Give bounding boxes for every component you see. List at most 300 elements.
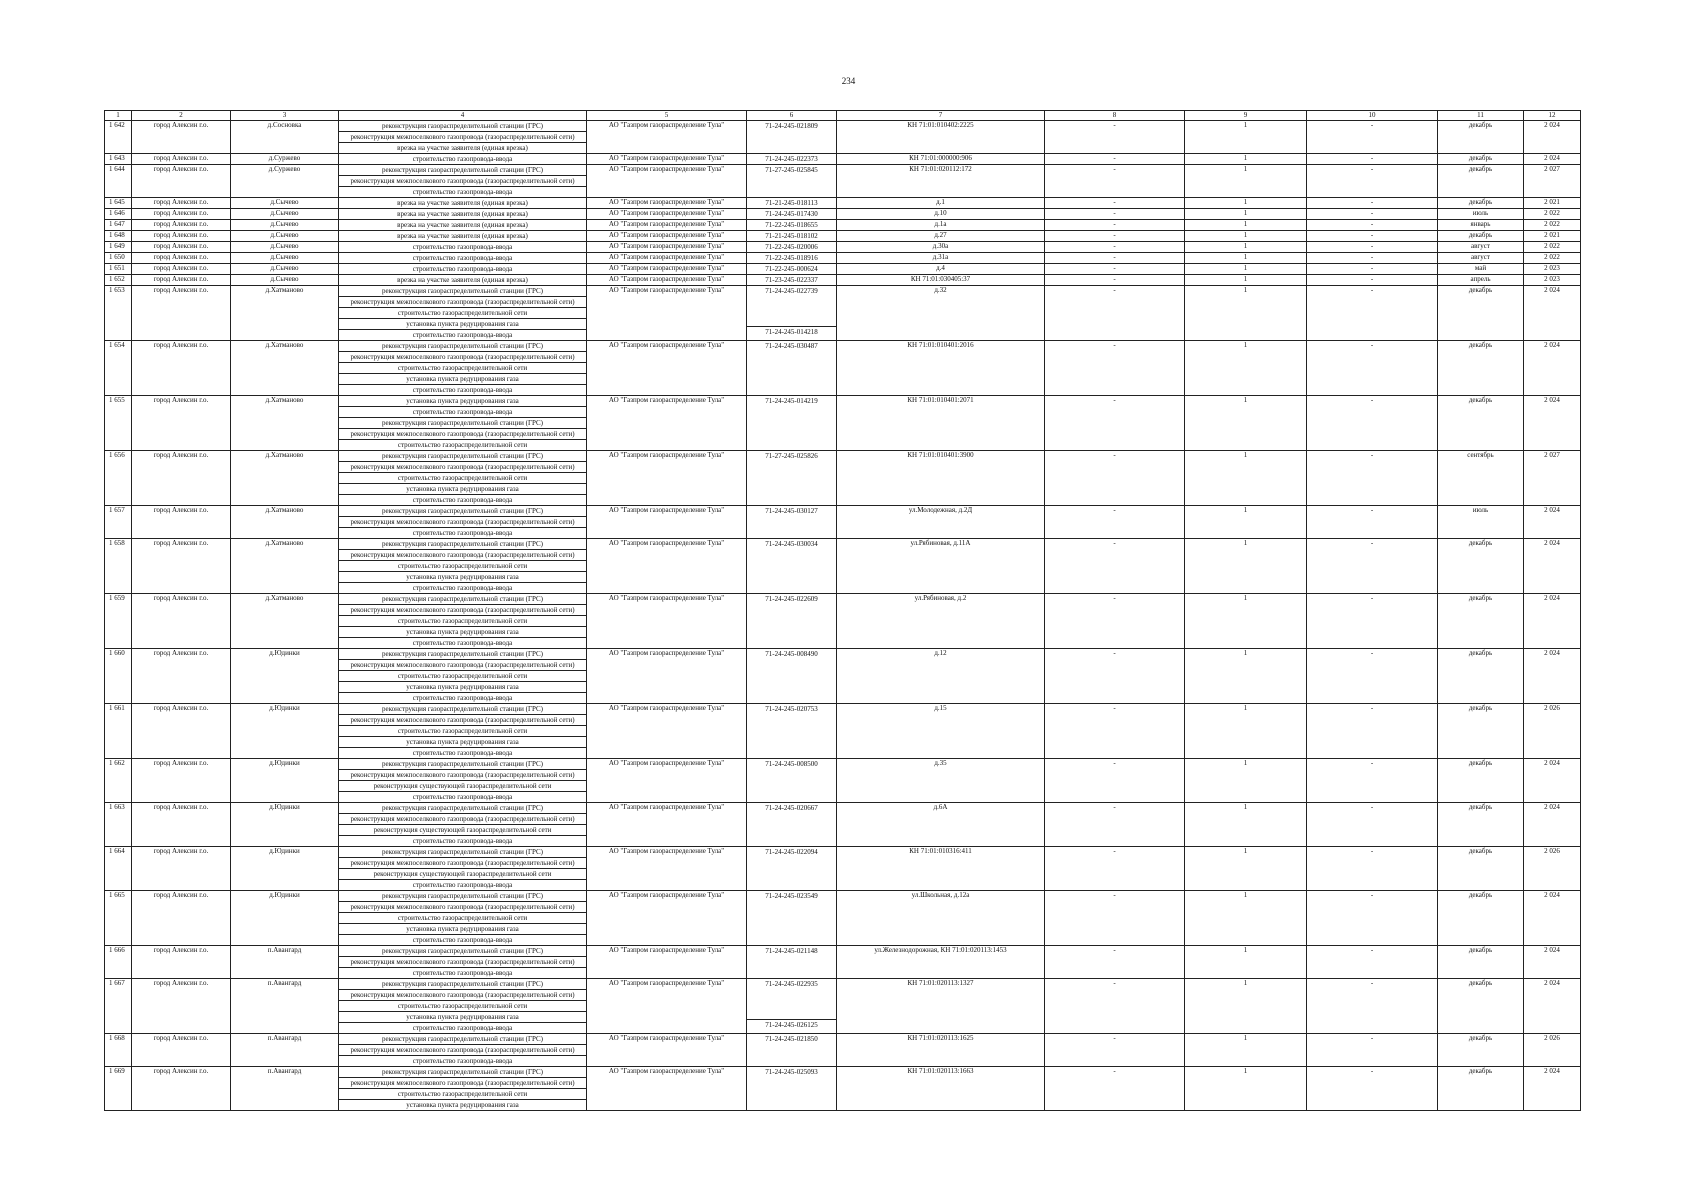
year: 2 026 [1524,1034,1581,1067]
col10-value: - [1307,341,1438,396]
application-id: 71-24-245-020753 [765,705,818,713]
organization: АО "Газпром газораспределение Тула" [587,209,747,220]
year: 2 024 [1524,979,1581,1034]
application-ids [747,1067,837,1111]
work-item: реконструкция газораспределительной станции (ГРС) [339,594,586,605]
col10-value: - [1307,649,1438,704]
work-item: установка пункта редуцирования газа [339,319,586,330]
application-id [747,989,836,999]
col8-value: - [1045,594,1185,649]
col8-value: - [1045,704,1185,759]
work-item: реконструкция межпоселкового газопровода (газораспределительной сети) [339,660,586,671]
row-number: 1 659 [105,594,132,649]
month: январь [1438,220,1524,231]
application-id: 71-21-245-018113 [765,199,818,207]
table-row [105,649,1581,704]
month: сентябрь [1438,451,1524,506]
work-item: строительство газопровода-ввода [412,881,513,889]
organization: АО "Газпром газораспределение Тула" [587,165,747,198]
col9-value: 1 [1185,253,1307,264]
column-header-5: 5 [587,111,747,121]
settlement: п.Авангард [231,1034,339,1067]
work-item: реконструкция газораспределительной станции (ГРС) [339,121,586,132]
settlement: д.Сычево [231,209,339,220]
col9-value: 1 [1185,759,1307,803]
column-header-7: 7 [837,111,1045,121]
work-item: установка пункта редуцирования газа [339,484,586,495]
works-list [339,396,587,451]
application-id: 71-24-245-023549 [765,892,818,900]
application-ids [747,220,837,231]
year: 2 023 [1524,275,1581,286]
work-item: строительство газопровода-ввода [412,1024,513,1032]
row-number: 1 658 [105,539,132,594]
col10-value: - [1307,979,1438,1034]
address: КН 71:01:020112:172 [837,165,1045,198]
year: 2 027 [1524,451,1581,506]
application-ids [747,803,837,847]
year: 2 022 [1524,209,1581,220]
col10-value: - [1307,594,1438,649]
organization: АО "Газпром газораспределение Тула" [587,539,747,594]
application-ids [747,198,837,209]
work-item: строительство газораспределительной сети [339,363,586,374]
year: 2 021 [1524,198,1581,209]
application-ids [747,1034,837,1067]
work-item: реконструкция межпоселкового газопровода (газораспределительной сети) [339,429,586,440]
col9-value: 1 [1185,704,1307,759]
application-id: 71-22-245-018655 [765,221,818,229]
col10-value: - [1307,231,1438,242]
col9-value: 1 [1185,451,1307,506]
works-list [339,165,587,198]
row-number: 1 649 [105,242,132,253]
organization: АО "Газпром газораспределение Тула" [587,451,747,506]
month: август [1438,253,1524,264]
col8-value: - [1045,275,1185,286]
col10-value: - [1307,759,1438,803]
page-number: 234 [841,76,856,86]
settlement: д.Суржево [231,154,339,165]
municipality: город Алексин г.о. [132,121,231,154]
month: декабрь [1438,979,1524,1034]
row-number: 1 656 [105,451,132,506]
municipality: город Алексин г.о. [132,759,231,803]
col10-value: - [1307,242,1438,253]
table-row [105,979,1581,1034]
settlement: д.Юдинки [231,759,339,803]
work-item: реконструкция межпоселкового газопровода (газораспределительной сети) [339,770,586,781]
municipality: город Алексин г.о. [132,704,231,759]
table-row [105,704,1581,759]
work-item: реконструкция газораспределительной станции (ГРС) [339,759,586,770]
application-id: 71-24-245-025093 [765,1068,818,1076]
works-list [339,220,587,231]
municipality: город Алексин г.о. [132,649,231,704]
organization: АО "Газпром газораспределение Тула" [587,198,747,209]
application-ids [747,165,837,198]
column-header-8: 8 [1045,111,1185,121]
month: декабрь [1438,594,1524,649]
municipality: город Алексин г.о. [132,209,231,220]
work-item: установка пункта редуцирования газа [339,374,586,385]
month: декабрь [1438,1067,1524,1111]
work-item: строительство газораспределительной сети [339,1001,586,1012]
work-item: установка пункта редуцирования газа [406,1101,519,1109]
table-row [105,242,1581,253]
table-row [105,198,1581,209]
work-item: реконструкция газораспределительной станции (ГРС) [339,418,586,429]
settlement: д.Хатманово [231,341,339,396]
month: декабрь [1438,154,1524,165]
col9-value: 1 [1185,198,1307,209]
organization: АО "Газпром газораспределение Тула" [587,121,747,154]
organization: АО "Газпром газораспределение Тула" [587,242,747,253]
work-item: реконструкция существующей газораспределительной сети [339,869,586,880]
work-item: врезка на участке заявителя (единая врезка) [397,221,528,229]
application-id [747,306,836,316]
table-row [105,220,1581,231]
year: 2 024 [1524,286,1581,341]
year: 2 024 [1524,1067,1581,1111]
col8-value: - [1045,286,1185,341]
column-header-11: 11 [1438,111,1524,121]
row-number: 1 653 [105,286,132,341]
work-item: врезка на участке заявителя (единая врезка) [397,276,528,284]
year: 2 024 [1524,539,1581,594]
year: 2 024 [1524,891,1581,946]
work-item: реконструкция межпоселкового газопровода (газораспределительной сети) [339,352,586,363]
col9-value: 1 [1185,803,1307,847]
year: 2 024 [1524,154,1581,165]
work-item: строительство газораспределительной сети [339,308,586,319]
address: КН 71:01:030405:37 [837,275,1045,286]
month: декабрь [1438,891,1524,946]
work-item: реконструкция межпоселкового газопровода (газораспределительной сети) [339,715,586,726]
organization: АО "Газпром газораспределение Тула" [587,1034,747,1067]
row-number: 1 654 [105,341,132,396]
settlement: д.Юдинки [231,847,339,891]
column-header-10: 10 [1307,111,1438,121]
table-row [105,891,1581,946]
work-item: врезка на участке заявителя (единая врезка) [397,210,528,218]
work-item: реконструкция газораспределительной станции (ГРС) [339,506,586,517]
address: КН 71:01:020113:1663 [837,1067,1045,1111]
table-row [105,121,1581,154]
col10-value: - [1307,165,1438,198]
address: д.4 [837,264,1045,275]
address: д.15 [837,704,1045,759]
organization: АО "Газпром газораспределение Тула" [587,506,747,539]
works-list [339,891,587,946]
column-header-3: 3 [231,111,339,121]
col8-value: - [1045,847,1185,891]
address: КН 71:01:010401:3900 [837,451,1045,506]
work-item: строительство газопровода-ввода [412,265,513,273]
year: 2 022 [1524,220,1581,231]
municipality: город Алексин г.о. [132,253,231,264]
work-item: реконструкция газораспределительной станции (ГРС) [339,891,586,902]
works-list [339,1067,587,1111]
address: д.1а [837,220,1045,231]
application-ids [747,121,837,154]
works-list [339,286,587,341]
municipality: город Алексин г.о. [132,506,231,539]
organization: АО "Газпром газораспределение Тула" [587,253,747,264]
work-item: реконструкция межпоселкового газопровода (газораспределительной сети) [339,176,586,187]
works-list [339,847,587,891]
settlement: д.Хатманово [231,451,339,506]
municipality: город Алексин г.о. [132,847,231,891]
organization: АО "Газпром газораспределение Тула" [587,803,747,847]
work-item: строительство газопровода-ввода [412,584,513,592]
work-item: строительство газораспределительной сети [339,726,586,737]
row-number: 1 660 [105,649,132,704]
row-number: 1 647 [105,220,132,231]
settlement: п.Авангард [231,946,339,979]
year: 2 024 [1524,759,1581,803]
application-id: 71-24-245-021809 [765,122,818,130]
col10-value: - [1307,451,1438,506]
application-id: 71-24-245-022609 [765,595,818,603]
col8-value: - [1045,396,1185,451]
year: 2 024 [1524,946,1581,979]
municipality: город Алексин г.о. [132,165,231,198]
month: декабрь [1438,231,1524,242]
application-ids [747,704,837,759]
work-item: реконструкция межпоселкового газопровода (газораспределительной сети) [339,957,586,968]
application-ids [747,275,837,286]
row-number: 1 662 [105,759,132,803]
settlement: д.Хатманово [231,286,339,341]
work-item: реконструкция газораспределительной станции (ГРС) [339,451,586,462]
works-list [339,121,587,154]
month: декабрь [1438,946,1524,979]
month: декабрь [1438,539,1524,594]
col9-value: 1 [1185,891,1307,946]
row-number: 1 651 [105,264,132,275]
month: декабрь [1438,286,1524,341]
row-number: 1 667 [105,979,132,1034]
col9-value: 1 [1185,1034,1307,1067]
municipality: город Алексин г.о. [132,539,231,594]
col10-value: - [1307,1034,1438,1067]
table-row [105,275,1581,286]
col9-value: 1 [1185,209,1307,220]
work-item: строительство газопровода-ввода [412,155,513,163]
organization: АО "Газпром газораспределение Тула" [587,231,747,242]
municipality: город Алексин г.о. [132,275,231,286]
col10-value: - [1307,209,1438,220]
settlement: д.Юдинки [231,891,339,946]
municipality: город Алексин г.о. [132,341,231,396]
col8-value: - [1045,209,1185,220]
col9-value: 1 [1185,231,1307,242]
work-item: реконструкция газораспределительной станции (ГРС) [339,1067,586,1078]
col9-value: 1 [1185,154,1307,165]
work-item: строительство газопровода-ввода [412,936,513,944]
row-number: 1 669 [105,1067,132,1111]
application-ids [747,539,837,594]
col10-value: - [1307,220,1438,231]
address: КН 71:01:020113:1625 [837,1034,1045,1067]
application-id: 71-24-245-020667 [765,804,818,812]
col8-value: - [1045,539,1185,594]
work-item: строительство газопровода-ввода [412,749,513,757]
col9-value: 1 [1185,539,1307,594]
work-item: реконструкция межпоселкового газопровода (газораспределительной сети) [339,605,586,616]
application-id: 71-24-245-030127 [765,507,818,515]
application-id: 71-21-245-018102 [765,232,818,240]
organization: АО "Газпром газораспределение Тула" [587,979,747,1034]
work-item: строительство газопровода-ввода [412,496,513,504]
column-header-1: 1 [105,111,132,121]
month: декабрь [1438,165,1524,198]
address: д.1 [837,198,1045,209]
works-list [339,264,587,275]
month: декабрь [1438,847,1524,891]
settlement: д.Хатманово [231,396,339,451]
col8-value: - [1045,506,1185,539]
col9-value: 1 [1185,396,1307,451]
month: декабрь [1438,1034,1524,1067]
organization: АО "Газпром газораспределение Тула" [587,704,747,759]
col10-value: - [1307,154,1438,165]
col9-value: 1 [1185,286,1307,341]
application-id: 71-27-245-025826 [765,452,818,460]
address: ул.Рябиновая, д.11А [837,539,1045,594]
month: декабрь [1438,803,1524,847]
col8-value: - [1045,242,1185,253]
table-body [105,121,1581,1111]
address: КН 71:01:010401:2016 [837,341,1045,396]
work-item: строительство газопровода-ввода [412,1057,513,1065]
organization: АО "Газпром газораспределение Тула" [587,649,747,704]
works-list [339,253,587,264]
address: д.32 [837,286,1045,341]
row-number: 1 657 [105,506,132,539]
settlement: п.Авангард [231,979,339,1034]
row-number: 1 646 [105,209,132,220]
application-ids [747,231,837,242]
col8-value: - [1045,1067,1185,1111]
col9-value: 1 [1185,979,1307,1034]
month: апрель [1438,275,1524,286]
col9-value: 1 [1185,341,1307,396]
col10-value: - [1307,253,1438,264]
application-ids [747,451,837,506]
application-id: 71-24-245-014219 [765,397,818,405]
address: д.35 [837,759,1045,803]
application-ids [747,154,837,165]
application-id: 71-24-245-030034 [765,540,818,548]
municipality: город Алексин г.о. [132,1034,231,1067]
column-header-4: 4 [339,111,587,121]
col8-value: - [1045,803,1185,847]
col9-value: 1 [1185,847,1307,891]
table-row [105,451,1581,506]
work-item: строительство газопровода-ввода [412,969,513,977]
work-item: реконструкция межпоселкового газопровода (газораспределительной сети) [339,990,586,1001]
works-list [339,209,587,220]
settlement: д.Сосновка [231,121,339,154]
col9-value: 1 [1185,275,1307,286]
row-number: 1 645 [105,198,132,209]
address: КН 71:01:010402:2225 [837,121,1045,154]
work-item: врезка на участке заявителя (единая врезка) [397,199,528,207]
row-number: 1 644 [105,165,132,198]
settlement: п.Авангард [231,1067,339,1111]
application-id [747,296,836,306]
application-id: 71-24-245-021850 [765,1035,818,1043]
col8-value: - [1045,231,1185,242]
application-id: 71-22-245-018916 [765,254,818,262]
month: декабрь [1438,121,1524,154]
col9-value: 1 [1185,165,1307,198]
table-row [105,759,1581,803]
settlement: д.Юдинки [231,803,339,847]
work-item: строительство газопровода-ввода [412,243,513,251]
organization: АО "Газпром газораспределение Тула" [587,891,747,946]
month: декабрь [1438,341,1524,396]
year: 2 024 [1524,803,1581,847]
application-id: 71-24-245-022373 [765,155,818,163]
table-row [105,946,1581,979]
col10-value: - [1307,946,1438,979]
table-row [105,1067,1581,1111]
organization: АО "Газпром газораспределение Тула" [587,286,747,341]
work-item: врезка на участке заявителя (единая врезка) [397,232,528,240]
work-item: установка пункта редуцирования газа [339,682,586,693]
work-item: строительство газопровода-ввода [412,639,513,647]
settlement: д.Сычево [231,242,339,253]
table-row [105,1034,1581,1067]
work-item: установка пункта редуцирования газа [339,737,586,748]
organization: АО "Газпром газораспределение Тула" [587,946,747,979]
work-item: строительство газопровода-ввода [412,188,513,196]
application-ids [747,209,837,220]
table-row [105,286,1581,341]
row-number: 1 642 [105,121,132,154]
organization: АО "Газпром газораспределение Тула" [587,396,747,451]
col10-value: - [1307,198,1438,209]
settlement: д.Сычево [231,253,339,264]
year: 2 024 [1524,121,1581,154]
work-item: реконструкция существующей газораспределительной сети [339,781,586,792]
table-row [105,341,1581,396]
month: декабрь [1438,198,1524,209]
address: д.10 [837,209,1045,220]
municipality: город Алексин г.о. [132,154,231,165]
month: август [1438,242,1524,253]
row-number: 1 665 [105,891,132,946]
application-ids [747,264,837,275]
year: 2 024 [1524,396,1581,451]
application-id [747,1009,836,1019]
year: 2 026 [1524,847,1581,891]
work-item: реконструкция межпоселкового газопровода (газораспределительной сети) [339,462,586,473]
settlement: д.Юдинки [231,704,339,759]
application-ids [747,594,837,649]
col10-value: - [1307,891,1438,946]
col8-value: - [1045,891,1185,946]
row-number: 1 643 [105,154,132,165]
application-id: 71-24-245-021148 [765,947,818,955]
year: 2 024 [1524,506,1581,539]
work-item: строительство газораспределительной сети [339,913,586,924]
application-ids [747,242,837,253]
table-row [105,506,1581,539]
